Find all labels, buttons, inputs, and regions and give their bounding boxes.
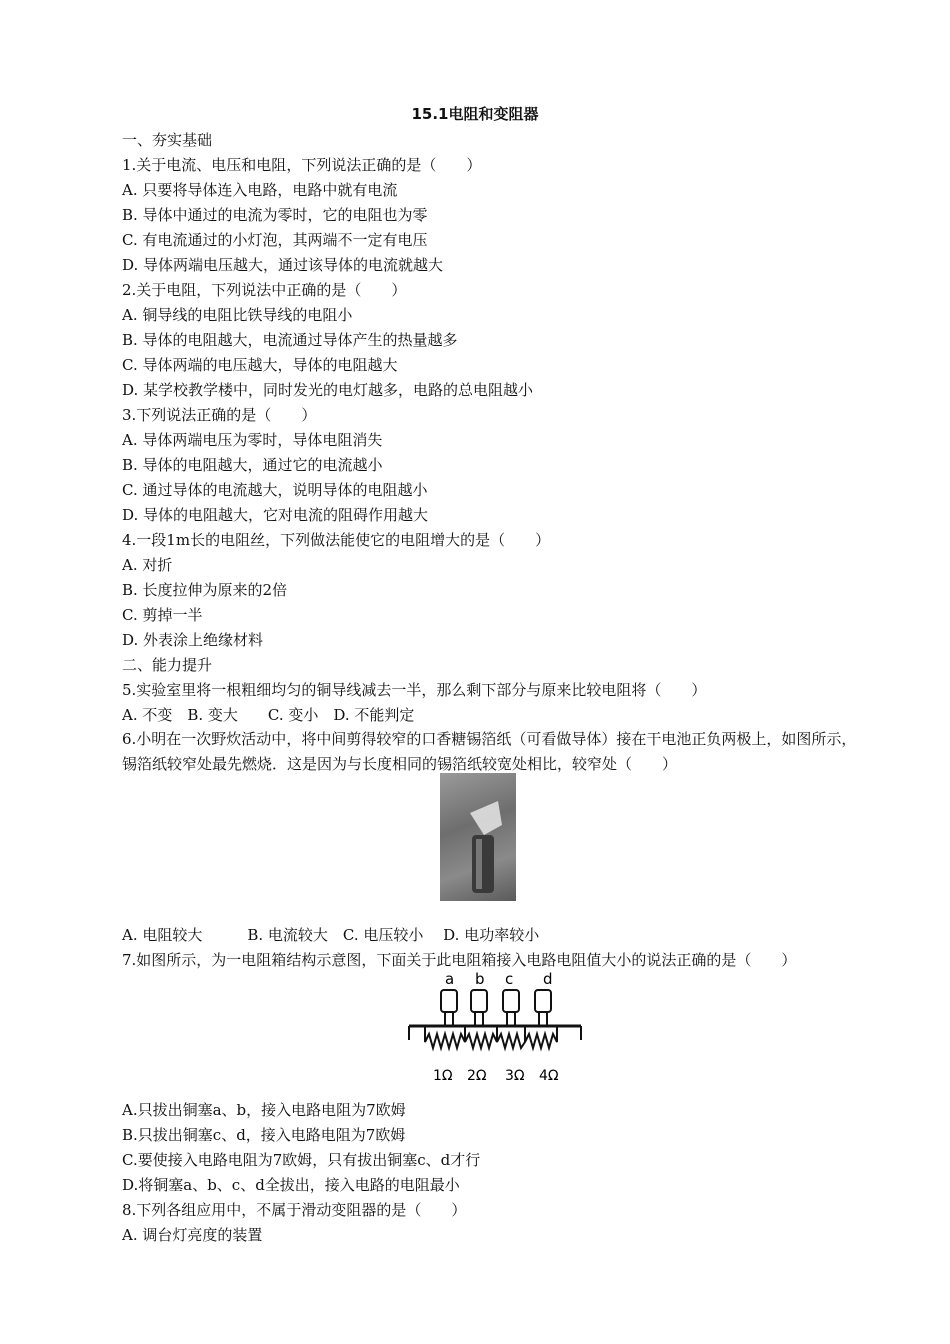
option: A. 铜导线的电阻比铁导线的电阻小 [122, 306, 353, 324]
option: D. 外表涂上绝缘材料 [122, 631, 264, 649]
section-heading: 二、能力提升 [122, 656, 213, 674]
option: C. 导体两端的电压越大，导体的电阻越大 [122, 356, 398, 374]
option: A.只拔出铜塞a、b，接入电路电阻为7欧姆 [122, 1101, 406, 1119]
option: A. 调台灯亮度的装置 [122, 1226, 263, 1244]
option: B. 导体中通过的电流为零时，它的电阻也为零 [122, 206, 428, 224]
option: C. 有电流通过的小灯泡，其两端不一定有电压 [122, 231, 428, 249]
option: A. 对折 [122, 556, 173, 574]
question-stem: 8.下列各组应用中，不属于滑动变阻器的是（ ） [122, 1201, 467, 1219]
option: C.要使接入电路电阻为7欧姆，只有拔出铜塞c、d才行 [122, 1151, 481, 1169]
section-heading: 一、夯实基础 [122, 131, 213, 149]
option: B. 导体的电阻越大，电流通过导体产生的热量越多 [122, 331, 458, 349]
plug-label: c [505, 970, 514, 988]
question-stem: 5.实验室里将一根粗细均匀的铜导线减去一半，那么剩下部分与原来比较电阻将（ ） [122, 681, 707, 699]
resistor-2 [465, 1026, 497, 1048]
foil-battery-photo [440, 773, 516, 901]
plug-label: b [475, 970, 485, 988]
question-stem: 4.一段1m长的电阻丝，下列做法能使它的电阻增大的是（ ） [122, 531, 551, 549]
option: D. 某学校教学楼中，同时发光的电灯越多，电路的总电阻越小 [122, 381, 534, 399]
option: D.将铜塞a、b、c、d全拔出，接入电路的电阻最小 [122, 1176, 460, 1194]
resistance-box-diagram [405, 968, 585, 1086]
question-stem: 7.如图所示，为一电阻箱结构示意图，下面关于此电阻箱接入电路电阻值大小的说法正确的是（ ） [122, 951, 797, 969]
option: A. 只要将导体连入电路，电路中就有电流 [122, 181, 398, 199]
resistor-label: 2Ω [467, 1068, 487, 1084]
question-stem: 1.关于电流、电压和电阻，下列说法正确的是（ ） [122, 156, 482, 174]
resistor-label: 4Ω [539, 1068, 559, 1084]
plug-label: d [543, 970, 553, 988]
option: A. 不变 B. 变大 C. 变小 D. 不能判定 [122, 706, 415, 724]
question-stem: 3.下列说法正确的是（ ） [122, 406, 317, 424]
resistor-4 [525, 1026, 557, 1048]
copper-plugs [441, 990, 551, 1026]
option: D. 导体两端电压越大，通过该导体的电流就越大 [122, 256, 444, 274]
option: C. 通过导体的电流越大，说明导体的电阻越小 [122, 481, 428, 499]
resistor-label: 1Ω [433, 1068, 453, 1084]
option: D. 导体的电阻越大，它对电流的阻碍作用越大 [122, 506, 429, 524]
option: A. 导体两端电压为零时，导体电阻消失 [122, 431, 383, 449]
option: B. 长度拉伸为原来的2倍 [122, 581, 288, 599]
resistor-1 [425, 1026, 465, 1048]
option: C. 剪掉一半 [122, 606, 203, 624]
option: B. 导体的电阻越大，通过它的电流越小 [122, 456, 383, 474]
question-stem: 2.关于电阻，下列说法中正确的是（ ） [122, 281, 407, 299]
options-row: A. 电阻较大 B. 电流较大 C. 电压较小 D. 电功率较小 [122, 926, 540, 944]
resistor-3 [497, 1026, 525, 1048]
page-title: 15.1电阻和变阻器 [411, 105, 539, 123]
plug-label: a [445, 970, 455, 988]
question-stem: 6.小明在一次野炊活动中，将中间剪得较窄的口香糖锡箔纸（可看做导体）接在干电池正负两极上，如图所示，锡箔纸较窄处最先燃烧．这是因为与长度相同的锡箔纸较宽处相比，较窄处（ ） [122, 730, 857, 773]
option: B.只拔出铜塞c、d，接入电路电阻为7欧姆 [122, 1126, 406, 1144]
resistor-label: 3Ω [505, 1068, 525, 1084]
